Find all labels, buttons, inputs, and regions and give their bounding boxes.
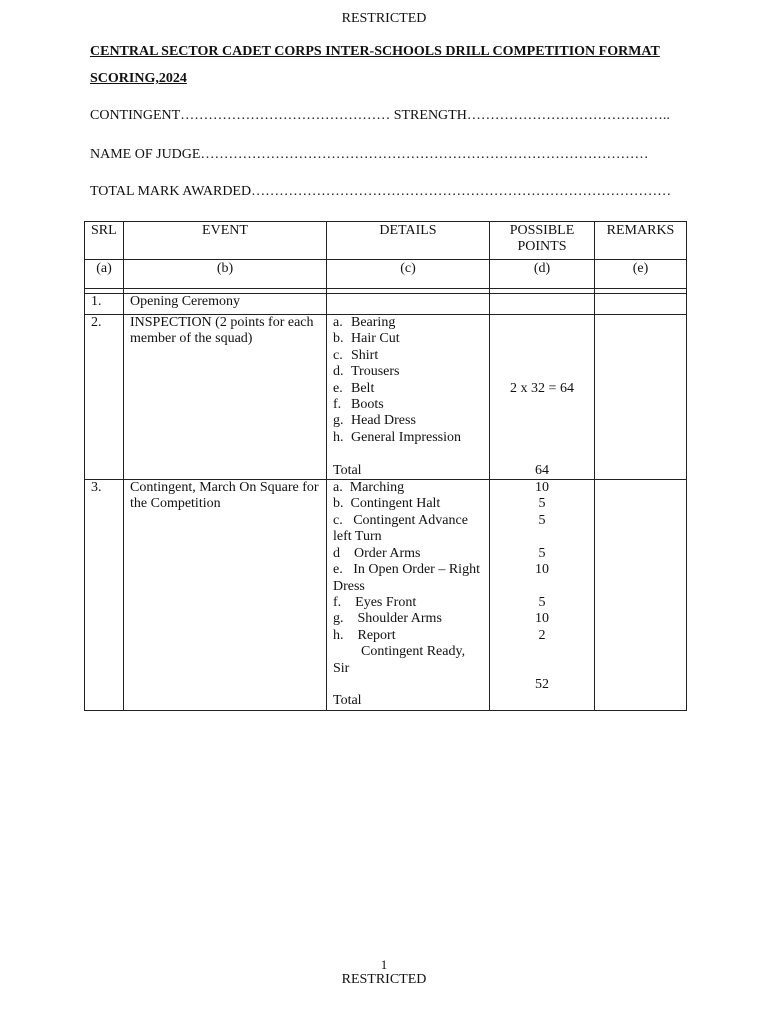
document-title-line-1: CENTRAL SECTOR CADET CORPS INTER-SCHOOLS DRILL COMPETITION FORMAT — [90, 44, 660, 59]
detail-item: f. Boots — [333, 397, 384, 413]
row2-remarks[interactable] — [595, 315, 687, 480]
row2-points — [490, 315, 595, 480]
row3-points — [490, 480, 595, 711]
detail-line: left Turn — [333, 529, 382, 545]
subheader-c: (c) — [327, 260, 490, 289]
detail-line: g. Shoulder Arms — [333, 611, 442, 627]
detail-item: a. Bearing — [333, 315, 396, 330]
row1-remarks[interactable] — [595, 294, 687, 315]
points-value: 52 — [535, 676, 549, 692]
row1-event: Opening Ceremony — [124, 294, 327, 315]
detail-line: d Order Arms — [333, 545, 421, 561]
judge-blank[interactable]: …………………………………………………………………………………… — [200, 147, 649, 162]
row2-details — [327, 315, 490, 480]
detail-line: e. In Open Order – Right — [333, 562, 480, 578]
detail-line: Contingent Ready, — [333, 644, 466, 660]
subheader-a: (a) — [85, 260, 124, 289]
row1-details — [327, 294, 490, 315]
detail-line: f. Eyes Front — [333, 594, 417, 610]
strength-blank[interactable]: …………………………………….. — [466, 108, 670, 123]
page-number: 1 — [380, 957, 388, 972]
total-mark-blank[interactable]: ……………………………………………………………………………… — [251, 184, 672, 199]
points-value: 5 — [538, 512, 546, 528]
classification-footer: RESTRICTED — [341, 972, 427, 987]
detail-item: b. Hair Cut — [333, 331, 400, 347]
judge-field — [90, 147, 648, 163]
classification-header: RESTRICTED — [341, 11, 427, 26]
detail-line: h. Report — [333, 627, 396, 643]
points-value — [496, 661, 588, 677]
row2-total-label: Total — [333, 462, 362, 478]
points-value: 2 — [538, 627, 546, 643]
table-row — [85, 294, 687, 315]
points-value: 10 — [535, 611, 549, 627]
contingent-blank[interactable]: ……………………………………… — [180, 108, 391, 123]
table-subheader-row — [85, 260, 687, 289]
row3-remarks[interactable] — [595, 480, 687, 711]
header-remarks: REMARKS — [595, 222, 687, 260]
total-mark-field — [90, 184, 671, 200]
detail-item: e. Belt — [333, 380, 375, 396]
detail-item: d. Trousers — [333, 364, 400, 380]
points-value: 5 — [538, 496, 546, 512]
row2-event: INSPECTION (2 points for each member of the squad) — [124, 315, 327, 480]
header-srl: SRL — [85, 222, 124, 260]
row2-points-formula: 2 x 32 = 64 — [510, 380, 574, 396]
points-value — [496, 529, 588, 545]
document-title-line-2: SCORING,2024 — [90, 71, 187, 86]
row3-srl: 3. — [85, 480, 124, 711]
subheader-d: (d) — [490, 260, 595, 289]
row2-total-value: 64 — [535, 462, 549, 478]
detail-line: c. Contingent Advance — [333, 512, 468, 528]
detail-item: c. Shirt — [333, 347, 379, 363]
scoring-table — [84, 221, 687, 711]
detail-line: b. Contingent Halt — [333, 496, 441, 512]
header-details: DETAILS — [327, 222, 490, 260]
total-mark-label: TOTAL MARK AWARDED — [90, 184, 252, 199]
points-value: 10 — [535, 480, 549, 496]
detail-line — [333, 677, 483, 693]
row3-event: Contingent, March On Square for the Competition — [124, 480, 327, 711]
points-value — [496, 644, 588, 660]
strength-label: STRENGTH — [390, 108, 467, 123]
subheader-b: (b) — [124, 260, 327, 289]
header-event: EVENT — [124, 222, 327, 260]
contingent-label: CONTINGENT — [90, 108, 181, 123]
row1-points — [490, 294, 595, 315]
row2-srl: 2. — [85, 315, 124, 480]
points-value — [496, 579, 588, 595]
points-value: 5 — [538, 545, 546, 561]
header-possible-points: POSSIBLE POINTS — [490, 222, 595, 260]
subheader-e: (e) — [595, 260, 687, 289]
contingent-field — [90, 108, 670, 124]
table-row — [85, 315, 687, 480]
row3-details — [327, 480, 490, 711]
detail-item: h. General Impression — [333, 429, 462, 445]
judge-label: NAME OF JUDGE — [90, 147, 201, 162]
points-value — [496, 693, 588, 709]
points-value: 5 — [538, 594, 546, 610]
detail-line: Dress — [333, 578, 365, 594]
table-header-row — [85, 222, 687, 260]
detail-line: Sir — [333, 660, 350, 676]
table-row — [85, 480, 687, 711]
row1-srl: 1. — [85, 294, 124, 315]
detail-line: a. Marching — [333, 480, 405, 496]
points-value: 10 — [535, 562, 549, 578]
detail-item: g. Head Dress — [333, 413, 416, 429]
detail-line: Total — [333, 693, 362, 709]
